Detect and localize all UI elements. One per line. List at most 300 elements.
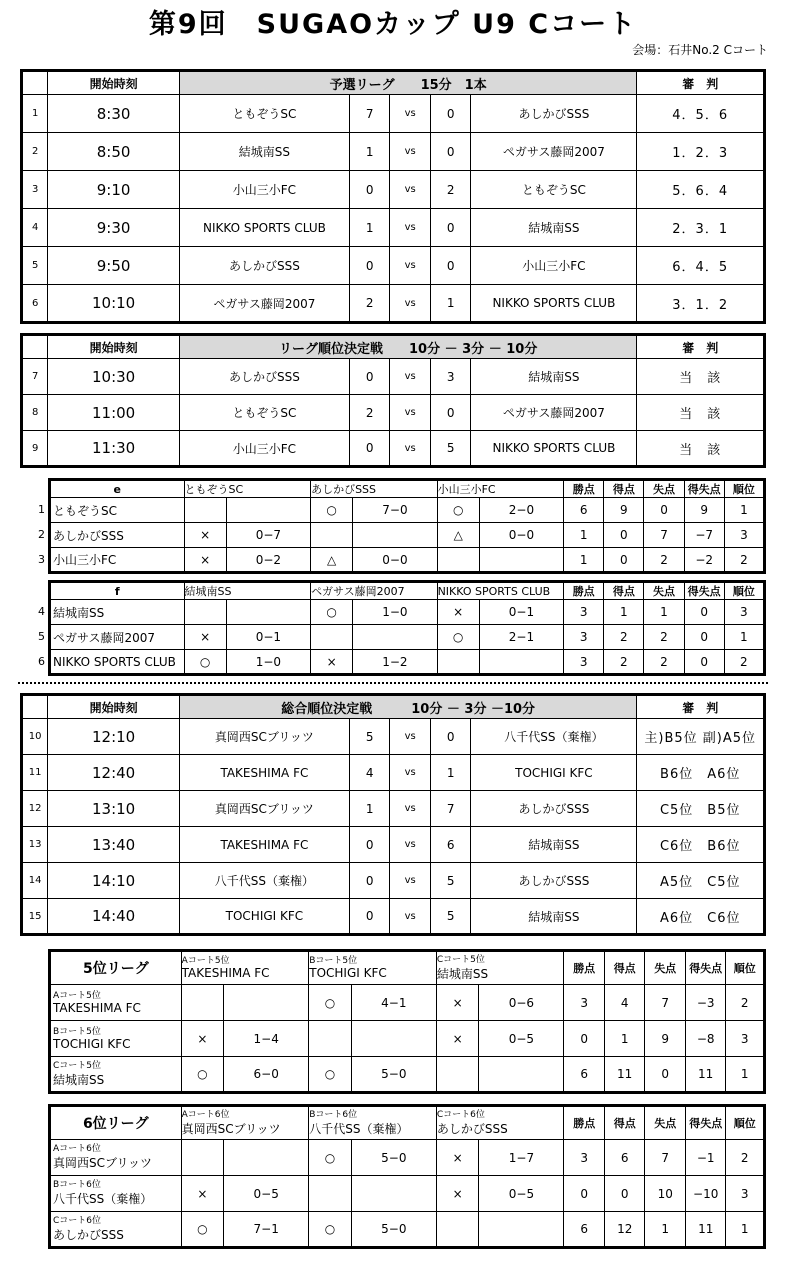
stat-pts: 3: [564, 650, 604, 675]
header-blank: [22, 71, 48, 95]
result-score: 5−0: [351, 1057, 436, 1093]
header-rank: 順位: [724, 480, 764, 498]
stat-rank: 2: [726, 1140, 765, 1176]
result-score: [224, 1140, 309, 1176]
header-pts: 勝点: [564, 1106, 605, 1140]
match-time: 12:40: [48, 755, 180, 791]
row-team: [50, 1057, 182, 1093]
match-row: [22, 827, 765, 863]
result-mark: ×: [184, 523, 226, 548]
away-score: 3: [430, 359, 470, 395]
column-team: NIKKO SPORTS CLUB: [437, 582, 564, 600]
stat-gf: 1: [604, 600, 644, 625]
match-time: 11:30: [48, 431, 180, 467]
row-index: 3: [38, 552, 45, 566]
result-mark: [309, 1176, 352, 1212]
stat-gd: 0: [684, 600, 724, 625]
home-team: ともぞうSC: [179, 395, 349, 431]
match-time: 10:10: [48, 285, 180, 323]
stat-rank: 3: [726, 1176, 765, 1212]
schedule-header-row: [22, 335, 765, 359]
stat-gf: 12: [604, 1212, 645, 1248]
stat-gf: 2: [604, 650, 644, 675]
standings-row: [50, 985, 765, 1021]
home-team: TAKESHIMA FC: [179, 755, 349, 791]
away-score: 7: [430, 791, 470, 827]
vs-label: vs: [390, 171, 430, 209]
result-score: 0−0: [479, 523, 563, 548]
away-team: ともぞうSC: [471, 171, 637, 209]
stat-ga: 1: [645, 1212, 686, 1248]
match-row: [22, 719, 765, 755]
vs-label: vs: [390, 285, 430, 323]
result-score: 1−4: [224, 1021, 309, 1057]
result-mark: [181, 1140, 224, 1176]
away-team: あしかびSSS: [471, 791, 637, 827]
result-mark: [437, 548, 479, 573]
stat-ga: 2: [644, 548, 684, 573]
row-index: 4: [38, 604, 45, 618]
stat-ga: 9: [645, 1021, 686, 1057]
stat-gf: 9: [604, 498, 644, 523]
result-score: 2−0: [479, 498, 563, 523]
vs-label: vs: [390, 899, 430, 935]
match-row: [22, 133, 765, 171]
match-time: 10:30: [48, 359, 180, 395]
stat-pts: 3: [564, 1140, 605, 1176]
stat-pts: 3: [564, 985, 605, 1021]
match-time: 12:10: [48, 719, 180, 755]
result-score: [353, 523, 437, 548]
away-score: 0: [430, 95, 470, 133]
header-ga: 失点: [645, 1106, 686, 1140]
row-court-label: Cコート5位: [53, 1060, 102, 1071]
vs-label: vs: [390, 755, 430, 791]
result-mark: ×: [437, 600, 479, 625]
result-mark: [311, 625, 353, 650]
row-team: [50, 1021, 182, 1057]
home-score: 0: [349, 863, 389, 899]
match-number: 15: [22, 899, 48, 935]
match-number: 12: [22, 791, 48, 827]
result-score: 0−0: [353, 548, 437, 573]
result-score: 0−1: [226, 625, 310, 650]
schedule-header-row: [22, 71, 765, 95]
stat-rank: 3: [724, 523, 764, 548]
stat-rank: 1: [724, 498, 764, 523]
header-start-time: 開始時刻: [48, 335, 180, 359]
referee-cell: 2．3．1: [637, 209, 765, 247]
result-mark: △: [311, 548, 353, 573]
row-team: ペガサス藤岡2007: [50, 625, 185, 650]
home-team: ともぞうSC: [179, 95, 349, 133]
row-team: 小山三小FC: [50, 548, 185, 573]
stat-gf: 6: [604, 1140, 645, 1176]
row-team-name: TAKESHIMA FC: [53, 1000, 141, 1015]
stat-rank: 2: [726, 985, 765, 1021]
group-name: e: [50, 480, 185, 498]
result-score: [479, 650, 563, 675]
header-gf: 得点: [604, 1106, 645, 1140]
schedule-heading: 予選リーグ 15分 1本: [179, 71, 637, 95]
stat-ga: 10: [645, 1176, 686, 1212]
result-score: 0−6: [479, 985, 564, 1021]
referee-cell: 6．4．5: [637, 247, 765, 285]
match-row: [22, 209, 765, 247]
row-team-name: 真岡西SCブリッツ: [53, 1156, 153, 1170]
league-header-row: [50, 1106, 765, 1140]
result-score: 0−1: [479, 600, 563, 625]
stat-gd: −10: [685, 1176, 726, 1212]
home-score: 1: [349, 791, 389, 827]
away-score: 5: [430, 431, 470, 467]
header-referee: 審 判: [637, 71, 765, 95]
row-team-name: 結城南SS: [53, 1072, 105, 1087]
column-team-name: あしかびSSS: [436, 1121, 508, 1136]
column-team: ペガサス藤岡2007: [311, 582, 438, 600]
stat-gf: 2: [604, 625, 644, 650]
stat-pts: 1: [564, 548, 604, 573]
column-team: 結城南SS: [184, 582, 311, 600]
home-team: 真岡西SCブリッツ: [179, 791, 349, 827]
result-mark: ×: [436, 1021, 479, 1057]
header-gd: 得失点: [684, 480, 724, 498]
column-court-label: Aコート6位: [181, 1109, 230, 1120]
stat-gd: 11: [685, 1212, 726, 1248]
row-index: 1: [38, 502, 45, 516]
stat-pts: 6: [564, 498, 604, 523]
home-team: 小山三小FC: [179, 171, 349, 209]
home-team: TOCHIGI KFC: [179, 899, 349, 935]
row-court-label: Bコート6位: [53, 1180, 101, 1190]
result-score: [351, 1021, 436, 1057]
result-score: 4−1: [351, 985, 436, 1021]
header-rank: 順位: [724, 582, 764, 600]
result-mark: ○: [309, 985, 352, 1021]
match-row: [22, 791, 765, 827]
stat-ga: 0: [644, 498, 684, 523]
standings-row: [50, 548, 765, 573]
league-name: 6位リーグ: [50, 1106, 182, 1140]
page-title: 第9回 SUGAOカップ U9 Cコート: [148, 9, 638, 40]
standings-row: [50, 1057, 765, 1093]
schedule-header-row: [22, 695, 765, 719]
ranking-schedule-table: [20, 333, 766, 468]
row-team: NIKKO SPORTS CLUB: [50, 650, 185, 675]
vs-label: vs: [390, 863, 430, 899]
stat-rank: 1: [726, 1057, 765, 1093]
match-row: [22, 359, 765, 395]
group-header-row: [50, 582, 765, 600]
header-pts: 勝点: [564, 951, 605, 985]
column-court-label: Bコート5位: [309, 956, 358, 966]
away-score: 0: [430, 247, 470, 285]
column-team: 小山三小FC: [437, 480, 564, 498]
match-row: [22, 899, 765, 935]
prelim-schedule-table: [20, 69, 766, 324]
header-start-time: 開始時刻: [48, 71, 180, 95]
header-gf: 得点: [604, 582, 644, 600]
match-time: 11:00: [48, 395, 180, 431]
row-index: 5: [38, 629, 45, 643]
result-score: 5−0: [351, 1140, 436, 1176]
home-score: 5: [349, 719, 389, 755]
schedule-heading: 総合順位決定戦 10分 － 3分 －10分: [179, 695, 637, 719]
match-number: 3: [22, 171, 48, 209]
header-gf: 得点: [604, 951, 645, 985]
home-score: 0: [349, 171, 389, 209]
result-mark: ○: [309, 1140, 352, 1176]
away-team: 結城南SS: [471, 827, 637, 863]
home-team: TAKESHIMA FC: [179, 827, 349, 863]
away-team: NIKKO SPORTS CLUB: [471, 285, 637, 323]
header-gd: 得失点: [685, 1106, 726, 1140]
match-number: 8: [22, 395, 48, 431]
vs-label: vs: [390, 395, 430, 431]
match-time: 14:40: [48, 899, 180, 935]
standings-row: [50, 625, 765, 650]
stat-gd: 9: [684, 498, 724, 523]
column-team: [181, 951, 309, 985]
match-number: 2: [22, 133, 48, 171]
match-row: [22, 395, 765, 431]
match-time: 8:50: [48, 133, 180, 171]
match-number: 11: [22, 755, 48, 791]
row-team: ともぞうSC: [50, 498, 185, 523]
stat-pts: 3: [564, 625, 604, 650]
standings-row: [50, 1176, 765, 1212]
result-score: 0−5: [224, 1176, 309, 1212]
away-team: TOCHIGI KFC: [471, 755, 637, 791]
match-row: [22, 863, 765, 899]
away-score: 0: [430, 719, 470, 755]
header-pts: 勝点: [564, 480, 604, 498]
stat-gd: −7: [684, 523, 724, 548]
away-team: ペガサス藤岡2007: [471, 395, 637, 431]
row-team: [50, 985, 182, 1021]
match-row: [22, 431, 765, 467]
result-mark: ○: [311, 600, 353, 625]
league-header-row: [50, 951, 765, 985]
referee-cell: 5．6．4: [637, 171, 765, 209]
result-score: 5−0: [351, 1212, 436, 1248]
column-team: [181, 1106, 309, 1140]
standings-row: [50, 1212, 765, 1248]
group-name: f: [50, 582, 185, 600]
home-score: 4: [349, 755, 389, 791]
result-mark: ×: [181, 1176, 224, 1212]
home-team: ペガサス藤岡2007: [179, 285, 349, 323]
row-team-name: TOCHIGI KFC: [53, 1036, 131, 1051]
away-team: 結城南SS: [471, 359, 637, 395]
result-mark: ×: [436, 985, 479, 1021]
result-score: 0−5: [479, 1021, 564, 1057]
header-ga: 失点: [644, 582, 684, 600]
header-gd: 得失点: [685, 951, 726, 985]
result-score: 1−2: [353, 650, 437, 675]
result-score: [479, 1057, 564, 1093]
referee-cell: C5位 B5位: [637, 791, 765, 827]
stat-gf: 11: [604, 1057, 645, 1093]
result-mark: ×: [311, 650, 353, 675]
away-team: 結城南SS: [471, 209, 637, 247]
referee-cell: 1．2．3: [637, 133, 765, 171]
vs-label: vs: [390, 359, 430, 395]
vs-label: vs: [390, 719, 430, 755]
home-score: 2: [349, 285, 389, 323]
stat-pts: 6: [564, 1212, 605, 1248]
header-referee: 審 判: [637, 695, 765, 719]
stat-gd: 11: [685, 1057, 726, 1093]
referee-cell: A6位 C6位: [637, 899, 765, 935]
result-score: 0−5: [479, 1176, 564, 1212]
vs-label: vs: [390, 431, 430, 467]
result-mark: ×: [184, 625, 226, 650]
match-time: 13:10: [48, 791, 180, 827]
home-team: NIKKO SPORTS CLUB: [179, 209, 349, 247]
schedule-heading: リーグ順位決定戦 10分 － 3分 － 10分: [179, 335, 637, 359]
home-score: 7: [349, 95, 389, 133]
group-header-row: [50, 480, 765, 498]
result-score: 1−0: [353, 600, 437, 625]
stat-pts: 0: [564, 1021, 605, 1057]
stat-gd: 0: [684, 650, 724, 675]
away-team: NIKKO SPORTS CLUB: [471, 431, 637, 467]
group-f-table: [48, 580, 766, 676]
header-gf: 得点: [604, 480, 644, 498]
stat-ga: 1: [644, 600, 684, 625]
match-number: 1: [22, 95, 48, 133]
stat-gf: 1: [604, 1021, 645, 1057]
result-mark: ○: [184, 650, 226, 675]
match-number: 4: [22, 209, 48, 247]
match-time: 9:30: [48, 209, 180, 247]
column-team-name: 真岡西SCブリッツ: [181, 1121, 281, 1136]
referee-cell: A5位 C5位: [637, 863, 765, 899]
row-team: [50, 1176, 182, 1212]
match-number: 5: [22, 247, 48, 285]
column-team-name: TAKESHIMA FC: [181, 966, 270, 980]
result-score: 1−0: [226, 650, 310, 675]
vs-label: vs: [390, 133, 430, 171]
match-number: 10: [22, 719, 48, 755]
match-row: [22, 285, 765, 323]
home-team: あしかびSSS: [179, 359, 349, 395]
stat-ga: 7: [645, 1140, 686, 1176]
stat-gd: −3: [685, 985, 726, 1021]
away-team: 八千代SS（棄権）: [471, 719, 637, 755]
home-team: 結城南SS: [179, 133, 349, 171]
column-court-label: Bコート6位: [309, 1109, 358, 1120]
standings-row: [50, 498, 765, 523]
stat-pts: 3: [564, 600, 604, 625]
result-mark: [437, 650, 479, 675]
away-score: 2: [430, 171, 470, 209]
home-team: 小山三小FC: [179, 431, 349, 467]
result-score: 0−2: [226, 548, 310, 573]
home-team: 真岡西SCブリッツ: [179, 719, 349, 755]
away-team: 結城南SS: [471, 899, 637, 935]
home-score: 0: [349, 431, 389, 467]
result-score: [224, 985, 309, 1021]
away-team: あしかびSSS: [471, 95, 637, 133]
home-score: 1: [349, 133, 389, 171]
result-score: 7−0: [353, 498, 437, 523]
away-score: 0: [430, 395, 470, 431]
match-row: [22, 95, 765, 133]
vs-label: vs: [390, 247, 430, 285]
result-score: [479, 1212, 564, 1248]
result-score: 1−7: [479, 1140, 564, 1176]
away-score: 5: [430, 899, 470, 935]
stat-pts: 0: [564, 1176, 605, 1212]
result-mark: ○: [309, 1212, 352, 1248]
column-court-label: Cコート5位: [436, 954, 485, 965]
column-team: [436, 1106, 564, 1140]
result-mark: [181, 985, 224, 1021]
away-team: 小山三小FC: [471, 247, 637, 285]
away-score: 5: [430, 863, 470, 899]
home-score: 2: [349, 395, 389, 431]
result-score: 2−1: [479, 625, 563, 650]
result-mark: [309, 1021, 352, 1057]
home-score: 0: [349, 359, 389, 395]
referee-cell: 当 該: [637, 359, 765, 395]
stat-gf: 0: [604, 523, 644, 548]
header-blank: [22, 695, 48, 719]
vs-label: vs: [390, 95, 430, 133]
away-score: 0: [430, 133, 470, 171]
placement-league-table: [48, 1104, 766, 1249]
away-team: あしかびSSS: [471, 863, 637, 899]
stat-gd: −8: [685, 1021, 726, 1057]
column-team: [436, 951, 564, 985]
stat-gd: 0: [684, 625, 724, 650]
result-mark: ×: [436, 1140, 479, 1176]
row-index: 6: [38, 654, 45, 668]
match-row: [22, 171, 765, 209]
result-mark: △: [437, 523, 479, 548]
stat-ga: 7: [645, 985, 686, 1021]
match-time: 9:50: [48, 247, 180, 285]
result-score: 7−1: [224, 1212, 309, 1248]
row-court-label: Bコート5位: [53, 1026, 101, 1037]
away-score: 0: [430, 209, 470, 247]
stat-ga: 0: [645, 1057, 686, 1093]
result-mark: ○: [181, 1212, 224, 1248]
result-mark: [436, 1212, 479, 1248]
stat-gf: 0: [604, 548, 644, 573]
header-start-time: 開始時刻: [48, 695, 180, 719]
row-team-name: 八千代SS（棄権）: [53, 1192, 153, 1206]
result-mark: ○: [309, 1057, 352, 1093]
home-score: 0: [349, 827, 389, 863]
referee-cell: 当 該: [637, 431, 765, 467]
stat-gf: 4: [604, 985, 645, 1021]
stat-rank: 3: [726, 1021, 765, 1057]
referee-cell: 当 該: [637, 395, 765, 431]
result-mark: ×: [184, 548, 226, 573]
result-mark: ○: [437, 498, 479, 523]
match-number: 13: [22, 827, 48, 863]
row-team: 結城南SS: [50, 600, 185, 625]
match-row: [22, 755, 765, 791]
stat-rank: 1: [726, 1212, 765, 1248]
result-mark: ×: [436, 1176, 479, 1212]
result-mark: ○: [181, 1057, 224, 1093]
stat-rank: 2: [724, 650, 764, 675]
stat-rank: 3: [724, 600, 764, 625]
